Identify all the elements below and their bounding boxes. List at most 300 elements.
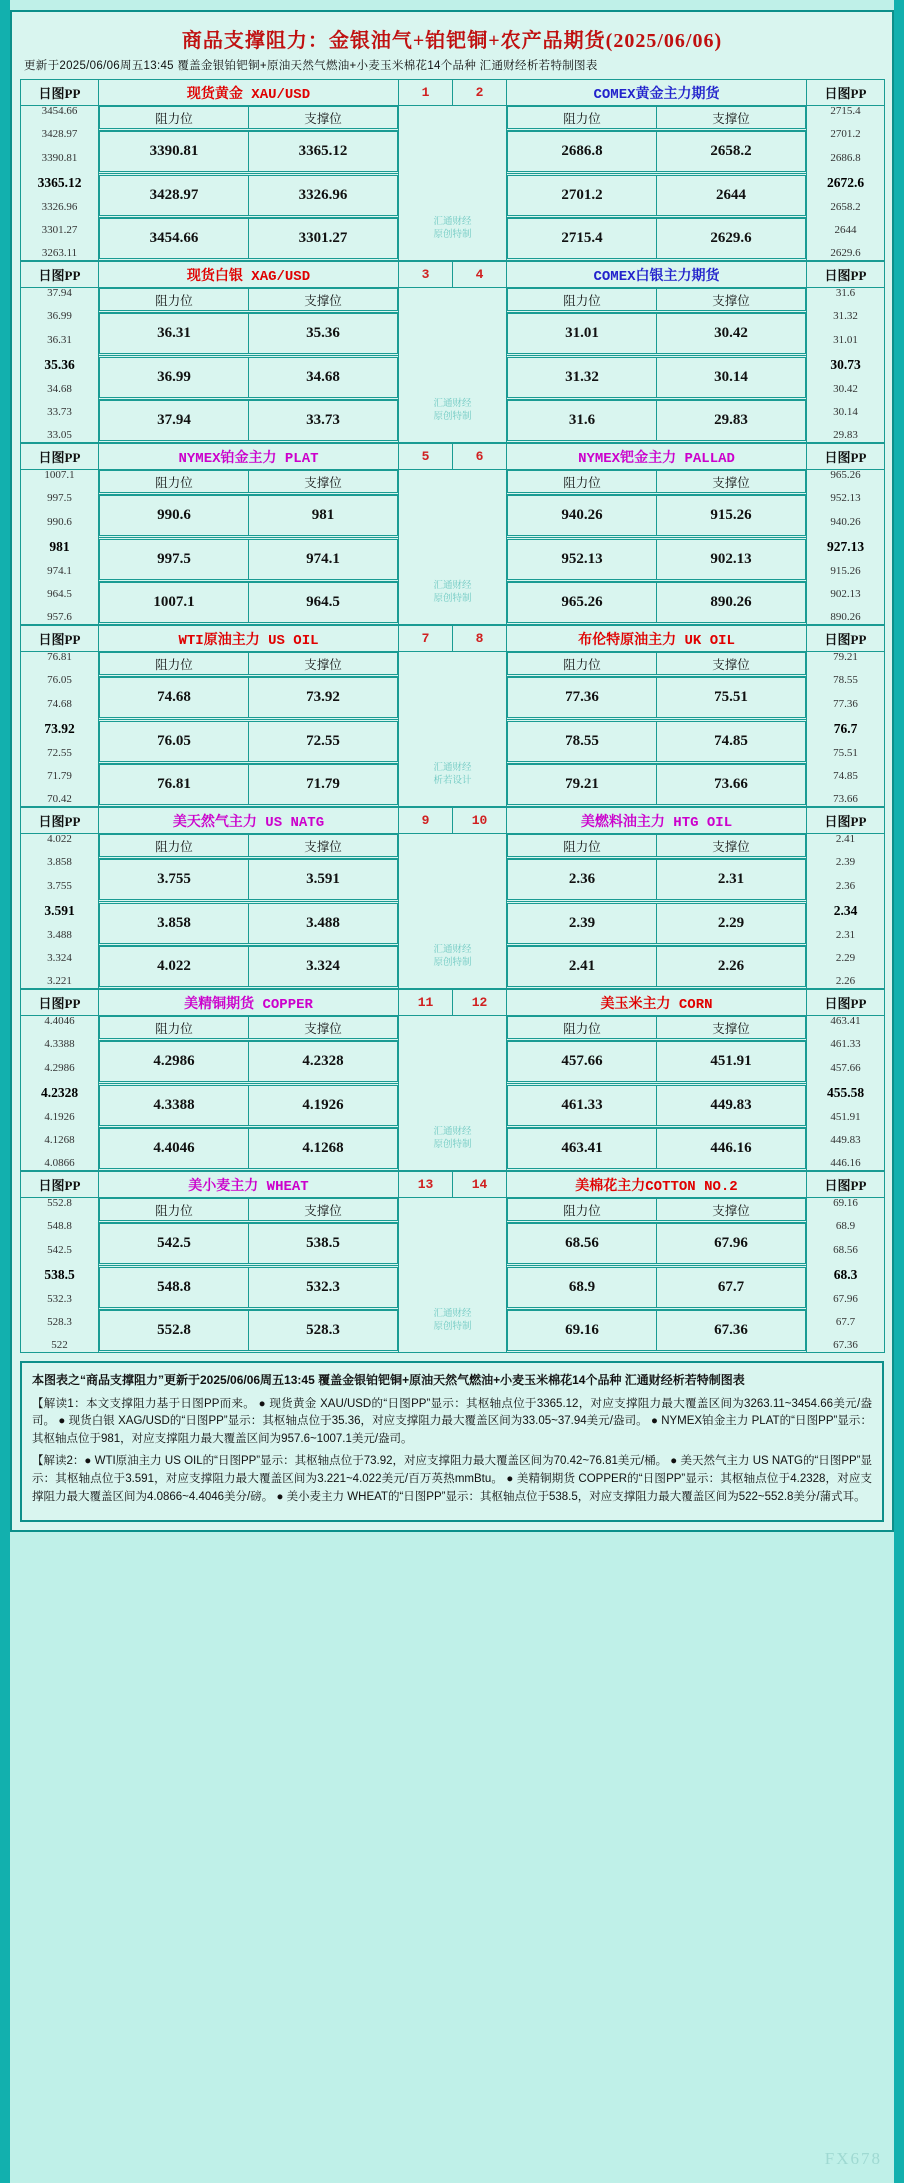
support-value: 528.3 (249, 1311, 398, 1351)
blocks-container (20, 79, 884, 1353)
header-pair-right (507, 652, 807, 677)
instrument-block (20, 261, 884, 443)
axis-value: 3.755 (47, 879, 72, 892)
value-pair-left (99, 1127, 399, 1170)
footer-notes (20, 1361, 884, 1522)
pp-header-right: 日图PP (807, 80, 885, 106)
instrument-name-right: COMEX黄金主力期货 (507, 80, 807, 106)
axis-value: 3326.96 (41, 200, 78, 213)
block-index-left: 3 (399, 262, 453, 288)
axis-value: 31.01 (833, 333, 858, 346)
axis-value: 990.6 (47, 515, 72, 528)
support-header: 支撑位 (249, 107, 398, 129)
support-value: 75.51 (657, 678, 806, 718)
resistance-value: 3454.66 (100, 219, 249, 259)
value-pair-right (507, 858, 807, 901)
value-pair-left (99, 945, 399, 988)
resistance-value: 2.41 (508, 947, 657, 987)
instrument-name-left: 美天然气主力 US NATG (99, 808, 399, 834)
axis-value: 449.83 (830, 1134, 861, 1147)
support-value: 74.85 (657, 721, 806, 761)
instrument-block (20, 1171, 884, 1353)
axis-value: 67.36 (833, 1339, 858, 1352)
support-value: 3.488 (249, 903, 398, 943)
axis-value: 3428.97 (41, 128, 78, 141)
table-row (21, 444, 885, 470)
axis-value: 2644 (834, 224, 857, 237)
resistance-value: 68.9 (508, 1267, 657, 1307)
axis-value: 4.2986 (44, 1061, 75, 1074)
axis-value: 73.66 (833, 793, 858, 806)
resistance-value: 74.68 (100, 678, 249, 718)
value-pair-right (507, 494, 807, 537)
header-pair-left (99, 106, 399, 131)
resistance-value: 461.33 (508, 1085, 657, 1125)
axis-column-left (21, 288, 99, 443)
pivot-value: 538.5 (44, 1266, 75, 1282)
axis-value: 67.96 (833, 1292, 858, 1305)
support-value: 2658.2 (657, 132, 806, 172)
resistance-value: 1007.1 (100, 583, 249, 623)
pp-header-left: 日图PP (21, 990, 99, 1016)
axis-value: 71.79 (47, 770, 72, 783)
axis-column-left (21, 106, 99, 261)
axis-value: 552.8 (47, 1197, 72, 1209)
resistance-value: 31.01 (508, 314, 657, 354)
axis-value: 3454.66 (41, 105, 78, 117)
table-row (21, 262, 885, 288)
resistance-value: 990.6 (100, 496, 249, 536)
footer-note-1: 【解读1：本文支撑阻力基于日图PP而来。 ● 现货黄金 XAU/USD的“日图PP”显示：其枢轴点位于3365.12，对应支撑阻力最大覆盖区间为3263.11~3454.66美元/盎司。 ● 现货白银 XAG/USD的“日图PP”显示：其枢轴点位于35.36，对应支撑阻力最大覆盖区间为33.05~37.94美元/盎司。 ● NYMEX铂金主力 PLAT的“日图PP”显示：其枢轴点位于981，对应支撑阻力最大覆盖区间为957.6~1007.1美元/盎司。 (32, 1397, 872, 1446)
support-value: 532.3 (249, 1267, 398, 1307)
axis-value: 2686.8 (830, 151, 861, 164)
axis-value: 70.42 (47, 793, 72, 806)
block-index-left: 9 (399, 808, 453, 834)
axis-value: 2658.2 (830, 200, 861, 213)
axis-column-right (807, 106, 885, 261)
axis-value: 3.221 (47, 975, 72, 988)
pivot-value: 927.13 (826, 538, 865, 554)
value-pair-right (507, 399, 807, 442)
axis-value: 69.16 (833, 1197, 858, 1209)
header-pair-left (99, 652, 399, 677)
axis-value: 36.99 (47, 310, 72, 323)
axis-value: 3.488 (47, 928, 72, 941)
block-index-left: 5 (399, 444, 453, 470)
pp-header-left: 日图PP (21, 626, 99, 652)
resistance-value: 2.39 (508, 903, 657, 943)
instrument-block (20, 989, 884, 1171)
value-pair-left (99, 1266, 399, 1309)
header-pair-left (99, 470, 399, 495)
pp-header-left: 日图PP (21, 262, 99, 288)
axis-value: 2629.6 (830, 247, 861, 260)
value-pair-right (507, 902, 807, 945)
pivot-value: 68.3 (833, 1266, 858, 1282)
value-pair-right (507, 538, 807, 581)
pivot-value: 76.7 (833, 720, 858, 736)
instrument-name-right: 布伦特原油主力 UK OIL (507, 626, 807, 652)
block-index-right: 2 (453, 80, 507, 106)
support-value: 451.91 (657, 1042, 806, 1082)
axis-column-left (21, 652, 99, 807)
axis-value: 965.26 (830, 469, 861, 481)
pp-header-right: 日图PP (807, 1172, 885, 1198)
axis-value: 446.16 (830, 1157, 861, 1170)
table-row (21, 80, 885, 106)
axis-value: 974.1 (47, 564, 72, 577)
support-value: 29.83 (657, 401, 806, 441)
pp-header-right: 日图PP (807, 444, 885, 470)
header-pair-right (507, 470, 807, 495)
pivot-axis-list (807, 470, 884, 624)
resistance-value: 31.6 (508, 401, 657, 441)
support-header: 支撑位 (657, 289, 806, 311)
support-value: 981 (249, 496, 398, 536)
table-row (21, 1172, 885, 1198)
axis-value: 75.51 (833, 746, 858, 759)
axis-value: 72.55 (47, 746, 72, 759)
instrument-name-left: 美小麦主力 WHEAT (99, 1172, 399, 1198)
resistance-value: 31.32 (508, 357, 657, 397)
axis-value: 31.32 (833, 310, 858, 323)
axis-value: 4.1268 (44, 1134, 75, 1147)
pivot-axis-list (807, 1198, 884, 1352)
axis-value: 2.39 (835, 856, 856, 869)
table-row (21, 626, 885, 652)
axis-value: 532.3 (47, 1292, 72, 1305)
axis-value: 4.4046 (44, 1015, 75, 1027)
pp-header-left: 日图PP (21, 808, 99, 834)
axis-value: 4.0866 (44, 1157, 75, 1170)
resistance-value: 463.41 (508, 1129, 657, 1169)
support-value: 3.324 (249, 947, 398, 987)
resistance-value: 2701.2 (508, 175, 657, 215)
watermark-text: 汇通财经 原创特制 (399, 834, 507, 989)
resistance-value: 3390.81 (100, 132, 249, 172)
pivot-axis-list (807, 288, 884, 442)
support-value: 538.5 (249, 1224, 398, 1264)
axis-value: 2.31 (835, 928, 856, 941)
instrument-name-left: WTI原油主力 US OIL (99, 626, 399, 652)
header-pair-right (507, 288, 807, 313)
instrument-name-left: NYMEX铂金主力 PLAT (99, 444, 399, 470)
value-pair-right (507, 1040, 807, 1083)
resistance-value: 457.66 (508, 1042, 657, 1082)
axis-value: 78.55 (833, 674, 858, 687)
axis-value: 77.36 (833, 697, 858, 710)
support-header: 支撑位 (249, 1199, 398, 1221)
axis-value: 30.14 (833, 406, 858, 419)
chart-sheet (10, 10, 894, 1532)
axis-value: 4.3388 (44, 1038, 75, 1051)
resistance-value: 36.99 (100, 357, 249, 397)
axis-value: 74.68 (47, 697, 72, 710)
resistance-value: 542.5 (100, 1224, 249, 1264)
value-pair-right (507, 1127, 807, 1170)
axis-value: 68.9 (835, 1220, 856, 1233)
table-row (21, 106, 885, 131)
instrument-block (20, 443, 884, 625)
table-row (21, 808, 885, 834)
footer-note-2: 【解读2：● WTI原油主力 US OIL的“日图PP”显示：其枢轴点位于73.92，对应支撑阻力最大覆盖区间为70.42~76.81美元/桶。 ● 美天然气主力 US NATG的“日图PP”显示：其枢轴点位于3.591，对应支撑阻力最大覆盖区间为3.221~4.022美元/百万英热mmBtu。 ● 美精铜期货 COPPER的“日图PP”显示：其枢轴点位于4.2328，对应支撑阻力最大覆盖区间为4.0866~4.4046美分/磅。 ● 美小麦主力 WHEAT的“日图PP”显示：其枢轴点位于538.5，对应支撑阻力最大覆盖区间为522~552.8美分/蒲式耳。 (32, 1455, 872, 1503)
axis-value: 3.324 (47, 952, 72, 965)
footer-headline: 本图表之“商品支撑阻力”更新于2025/06/06周五13:45 覆盖金银铂钯铜+原油天然气燃油+小麦玉米棉花14个品种 汇通财经析若特制图表 (32, 1373, 745, 1387)
resistance-value: 965.26 (508, 583, 657, 623)
value-pair-left (99, 217, 399, 260)
support-value: 2.31 (657, 860, 806, 900)
resistance-value: 79.21 (508, 765, 657, 805)
resistance-header: 阻力位 (100, 653, 249, 675)
pivot-axis-list (807, 652, 884, 806)
support-header: 支撑位 (657, 1199, 806, 1221)
resistance-value: 76.81 (100, 765, 249, 805)
pivot-axis-list (21, 652, 98, 806)
resistance-value: 4.4046 (100, 1129, 249, 1169)
table-row (21, 470, 885, 495)
support-value: 3301.27 (249, 219, 398, 259)
axis-value: 3263.11 (41, 247, 78, 260)
resistance-header: 阻力位 (508, 653, 657, 675)
axis-value: 957.6 (47, 611, 72, 624)
support-header: 支撑位 (249, 289, 398, 311)
support-value: 2644 (657, 175, 806, 215)
instrument-name-left: 现货黄金 XAU/USD (99, 80, 399, 106)
support-value: 4.1268 (249, 1129, 398, 1169)
support-value: 33.73 (249, 401, 398, 441)
axis-value: 548.8 (47, 1220, 72, 1233)
value-pair-right (507, 581, 807, 624)
resistance-header: 阻力位 (100, 471, 249, 493)
axis-value: 29.83 (833, 429, 858, 442)
pivot-value: 35.36 (44, 356, 75, 372)
axis-value: 67.7 (835, 1316, 856, 1329)
axis-value: 2.36 (835, 879, 856, 892)
value-pair-left (99, 1084, 399, 1127)
axis-value: 952.13 (830, 492, 861, 505)
axis-column-right (807, 834, 885, 989)
support-value: 3365.12 (249, 132, 398, 172)
axis-value: 997.5 (47, 492, 72, 505)
axis-value: 451.91 (830, 1110, 861, 1123)
support-value: 72.55 (249, 721, 398, 761)
watermark-text: 汇通财经 原创特制 (399, 470, 507, 625)
pp-header-right: 日图PP (807, 262, 885, 288)
instrument-name-right: 美玉米主力 CORN (507, 990, 807, 1016)
resistance-header: 阻力位 (100, 289, 249, 311)
pivot-axis-list (807, 1016, 884, 1170)
resistance-header: 阻力位 (508, 1017, 657, 1039)
pivot-value: 2672.6 (826, 174, 865, 190)
resistance-header: 阻力位 (508, 835, 657, 857)
value-pair-right (507, 130, 807, 173)
support-value: 4.1926 (249, 1085, 398, 1125)
support-header: 支撑位 (657, 1017, 806, 1039)
support-value: 71.79 (249, 765, 398, 805)
axis-value: 36.31 (47, 333, 72, 346)
axis-value: 1007.1 (44, 469, 75, 481)
axis-value: 30.42 (833, 382, 858, 395)
axis-value: 68.56 (833, 1243, 858, 1256)
axis-value: 37.94 (47, 287, 72, 299)
support-header: 支撑位 (657, 653, 806, 675)
table-row (21, 288, 885, 313)
resistance-value: 2686.8 (508, 132, 657, 172)
block-index-right: 6 (453, 444, 507, 470)
instrument-name-right: 美棉花主力COTTON NO.2 (507, 1172, 807, 1198)
table-row (21, 990, 885, 1016)
resistance-value: 77.36 (508, 678, 657, 718)
pivot-axis-list (21, 288, 98, 442)
axis-value: 3.858 (47, 856, 72, 869)
support-value: 34.68 (249, 357, 398, 397)
axis-value: 902.13 (830, 588, 861, 601)
pp-header-left: 日图PP (21, 80, 99, 106)
resistance-header: 阻力位 (100, 835, 249, 857)
axis-value: 4.1926 (44, 1110, 75, 1123)
axis-value: 2701.2 (830, 128, 861, 141)
pivot-axis-list (21, 470, 98, 624)
pivot-value: 3.591 (44, 902, 75, 918)
page-subtitle: 更新于2025/06/06周五13:45 覆盖金银铂钯铜+原油天然气燃油+小麦玉米棉花14个品种 汇通财经析若特制图表 (24, 60, 598, 72)
support-value: 449.83 (657, 1085, 806, 1125)
pivot-value: 30.73 (830, 356, 861, 372)
axis-value: 522 (51, 1339, 68, 1352)
resistance-value: 940.26 (508, 496, 657, 536)
resistance-value: 69.16 (508, 1311, 657, 1351)
value-pair-right (507, 217, 807, 260)
support-value: 3.591 (249, 860, 398, 900)
header-pair-left (99, 1016, 399, 1041)
support-header: 支撑位 (249, 653, 398, 675)
value-pair-left (99, 356, 399, 399)
axis-value: 2715.4 (830, 105, 861, 117)
resistance-header: 阻力位 (508, 107, 657, 129)
axis-value: 34.68 (47, 382, 72, 395)
table-row (21, 834, 885, 859)
support-value: 3326.96 (249, 175, 398, 215)
resistance-value: 3.755 (100, 860, 249, 900)
instrument-name-left: 现货白银 XAG/USD (99, 262, 399, 288)
support-value: 35.36 (249, 314, 398, 354)
resistance-value: 2715.4 (508, 219, 657, 259)
resistance-value: 552.8 (100, 1311, 249, 1351)
header-pair-left (99, 1198, 399, 1223)
support-value: 2.26 (657, 947, 806, 987)
support-header: 支撑位 (249, 835, 398, 857)
resistance-header: 阻力位 (508, 1199, 657, 1221)
support-value: 902.13 (657, 539, 806, 579)
instrument-block (20, 79, 884, 261)
pp-header-left: 日图PP (21, 444, 99, 470)
header-pair-left (99, 288, 399, 313)
axis-value: 2.41 (835, 833, 856, 845)
pp-header-right: 日图PP (807, 626, 885, 652)
watermark-text: 汇通财经 原创特制 (399, 1016, 507, 1171)
block-index-right: 8 (453, 626, 507, 652)
pp-header-right: 日图PP (807, 808, 885, 834)
axis-value: 542.5 (47, 1243, 72, 1256)
value-pair-left (99, 399, 399, 442)
value-pair-right (507, 1266, 807, 1309)
resistance-header: 阻力位 (508, 289, 657, 311)
support-header: 支撑位 (249, 471, 398, 493)
resistance-header: 阻力位 (100, 107, 249, 129)
table-row (21, 1198, 885, 1223)
resistance-value: 3.858 (100, 903, 249, 943)
resistance-value: 37.94 (100, 401, 249, 441)
pivot-axis-list (807, 834, 884, 988)
header-pair-left (99, 834, 399, 859)
value-pair-left (99, 312, 399, 355)
axis-column-right (807, 1016, 885, 1171)
axis-value: 3390.81 (41, 151, 78, 164)
value-pair-left (99, 581, 399, 624)
axis-value: 2.29 (835, 952, 856, 965)
resistance-value: 952.13 (508, 539, 657, 579)
resistance-value: 3428.97 (100, 175, 249, 215)
axis-column-right (807, 288, 885, 443)
block-index-right: 4 (453, 262, 507, 288)
axis-value: 940.26 (830, 515, 861, 528)
value-pair-right (507, 1084, 807, 1127)
axis-value: 457.66 (830, 1061, 861, 1074)
support-value: 2.29 (657, 903, 806, 943)
header-pair-right (507, 106, 807, 131)
axis-value: 33.05 (47, 429, 72, 442)
instrument-block (20, 807, 884, 989)
value-pair-left (99, 1309, 399, 1352)
resistance-header: 阻力位 (100, 1017, 249, 1039)
value-pair-left (99, 763, 399, 806)
axis-value: 463.41 (830, 1015, 861, 1027)
watermark-text: 汇通财经 析若设计 (399, 652, 507, 807)
pivot-value: 4.2328 (40, 1084, 79, 1100)
value-pair-right (507, 676, 807, 719)
pivot-value: 455.58 (826, 1084, 865, 1100)
watermark-text: 汇通财经 原创特制 (399, 288, 507, 443)
block-index-left: 11 (399, 990, 453, 1016)
value-pair-left (99, 902, 399, 945)
axis-column-left (21, 470, 99, 625)
value-pair-right (507, 1222, 807, 1265)
axis-value: 74.85 (833, 770, 858, 783)
axis-value: 31.6 (835, 287, 856, 299)
instrument-name-left: 美精铜期货 COPPER (99, 990, 399, 1016)
axis-value: 964.5 (47, 588, 72, 601)
axis-value: 2.26 (835, 975, 856, 988)
pivot-axis-list (21, 834, 98, 988)
page-title: 商品支撑阻力：金银油气+铂钯铜+农产品期货(2025/06/06) (181, 30, 723, 52)
support-value: 915.26 (657, 496, 806, 536)
support-value: 4.2328 (249, 1042, 398, 1082)
instrument-block (20, 625, 884, 807)
pivot-axis-list (21, 106, 98, 260)
support-value: 2629.6 (657, 219, 806, 259)
support-header: 支撑位 (657, 835, 806, 857)
pivot-value: 981 (49, 538, 70, 554)
block-index-left: 1 (399, 80, 453, 106)
support-value: 73.66 (657, 765, 806, 805)
resistance-header: 阻力位 (100, 1199, 249, 1221)
axis-column-right (807, 1198, 885, 1353)
pivot-value: 73.92 (44, 720, 75, 736)
header-pair-right (507, 834, 807, 859)
axis-value: 76.81 (47, 651, 72, 663)
axis-value: 76.05 (47, 674, 72, 687)
axis-value: 915.26 (830, 564, 861, 577)
resistance-value: 36.31 (100, 314, 249, 354)
